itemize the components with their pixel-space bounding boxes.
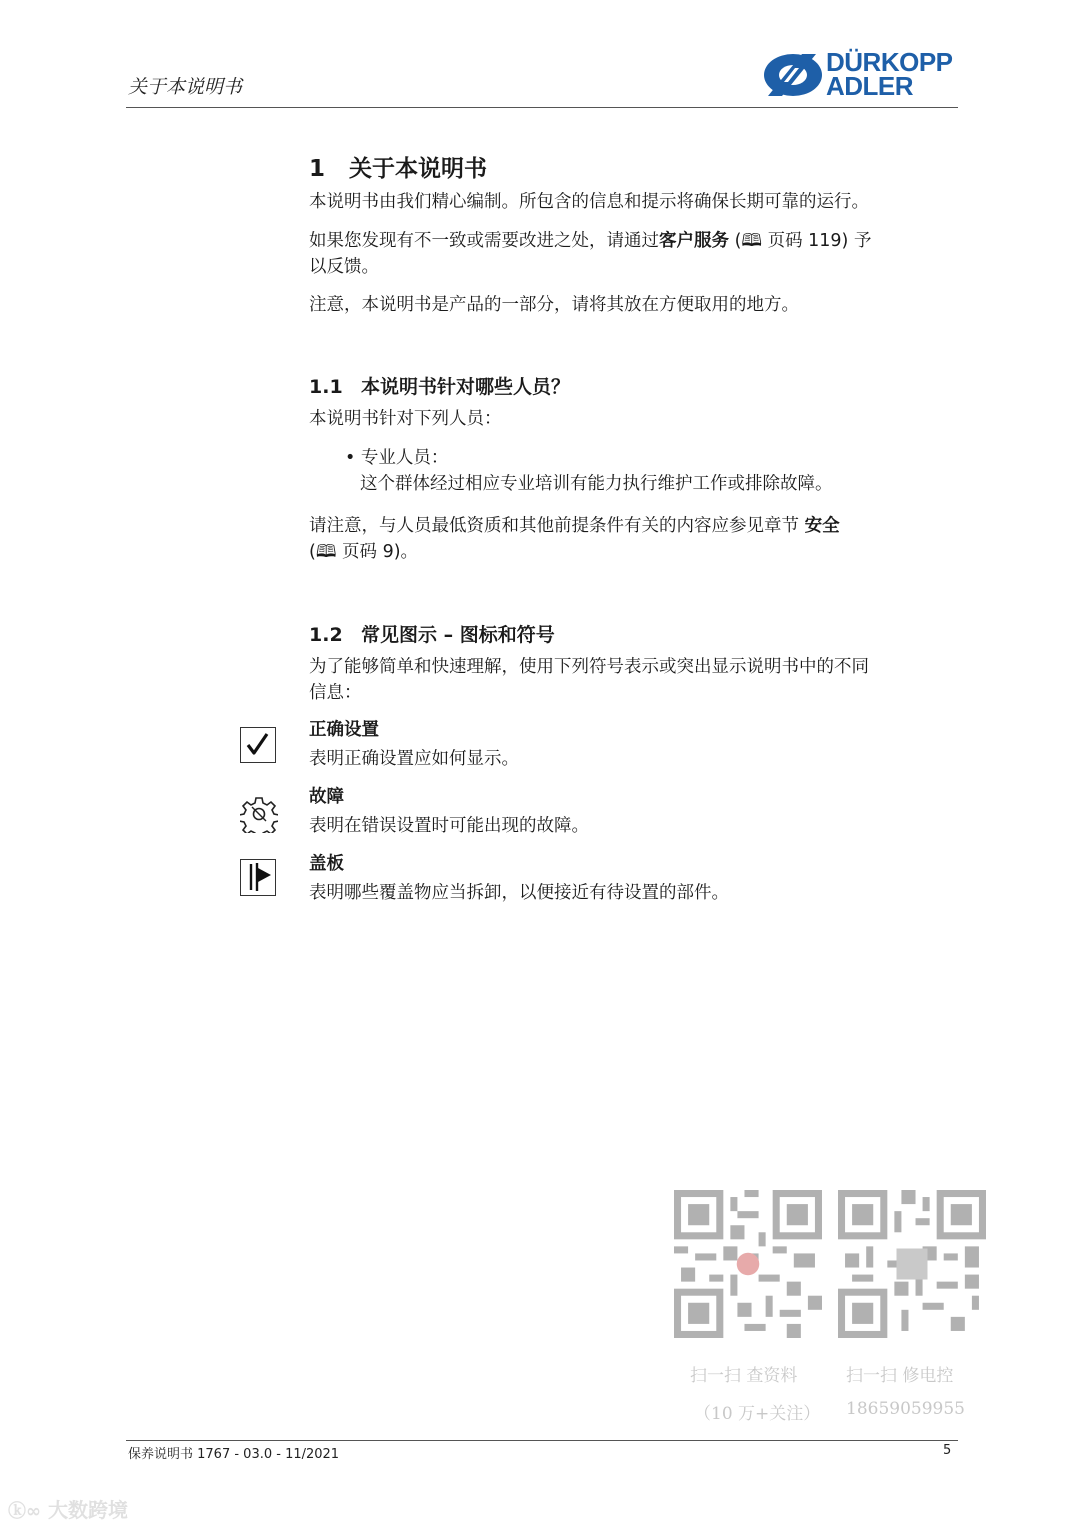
cover-plate-icon xyxy=(240,859,276,896)
symbol-title-correct-setting: 正确设置 xyxy=(309,720,379,740)
corner-watermark xyxy=(8,1494,128,1523)
qr1-caption-line2: （10 万+关注） xyxy=(694,1404,821,1424)
section-1-1-intro: 本说明书针对下列人员： xyxy=(309,409,502,429)
section-1-2-title: 常见图示 – 图标和符号 xyxy=(361,624,555,646)
corner-watermark-text: 大数跨境 xyxy=(47,1498,128,1522)
section-1-2-intro-line1: 为了能够简单和快速理解，使用下列符号表示或突出显示说明书中的不同 xyxy=(309,657,869,677)
qr-code-icon xyxy=(674,1190,822,1338)
checkmark-icon xyxy=(240,727,276,763)
logo-wordmark xyxy=(826,47,953,101)
section-1-1-number: 1.1 xyxy=(309,376,343,398)
section-1-paragraph-3: 注意，本说明书是产品的一部分，请将其放在方便取用的地方。 xyxy=(309,295,799,315)
watermark-logo-icon: ⓚ∞ xyxy=(8,1501,41,1522)
safety-chapter-link[interactable]: 安全 xyxy=(804,516,840,536)
symbol-title-fault: 故障 xyxy=(309,787,344,807)
target-group-list-item xyxy=(345,445,833,497)
qr2-caption-line2: 18659059955 xyxy=(846,1399,965,1419)
section-1-p2-text: 如果您发现有不一致或需要改进之处，请通过 xyxy=(309,231,659,251)
note-text: 请注意，与人员最低资质和其他前提条件有关的内容应参见章节 xyxy=(309,516,799,536)
customer-service-link[interactable]: 客户服务 xyxy=(659,231,729,251)
symbol-desc-cover: 表明哪些覆盖物应当拆卸，以便接近有待设置的部件。 xyxy=(309,883,729,903)
section-1-title: 关于本说明书 xyxy=(349,156,487,182)
qr2-caption-line1: 扫一扫 修电控 xyxy=(846,1366,954,1386)
symbol-desc-correct-setting: 表明正确设置应如何显示。 xyxy=(309,749,519,769)
symbol-desc-fault: 表明在错误设置时可能出现的故障。 xyxy=(309,816,589,836)
section-1-heading xyxy=(309,150,487,183)
logo-line2: ADLER xyxy=(826,71,914,101)
bullet-label: • 专业人员： xyxy=(345,448,449,468)
header-divider xyxy=(126,107,958,108)
section-1-2-heading xyxy=(309,620,555,647)
footer-divider xyxy=(126,1440,958,1441)
section-1-number: 1 xyxy=(309,156,326,182)
page-header-title: 关于本说明书 xyxy=(128,76,243,98)
section-1-1-heading xyxy=(309,372,570,399)
bullet-text: 这个群体经过相应专业培训有能力执行维护工作或排除故障。 xyxy=(360,474,833,494)
gear-fault-icon xyxy=(240,795,278,833)
section-1-2-intro-line2: 信息： xyxy=(309,683,362,703)
duerkopp-adler-logo-icon xyxy=(762,52,824,98)
section-1-paragraph-2 xyxy=(309,228,959,280)
section-1-1-note xyxy=(309,513,959,565)
symbol-title-cover: 盖板 xyxy=(309,854,344,874)
page-number: 5 xyxy=(943,1443,952,1458)
logo-line1: DÜRKOPP xyxy=(826,47,953,77)
section-1-2-intro xyxy=(309,654,959,706)
safety-page-ref: (🕮 页码 9)。 xyxy=(309,542,419,562)
qr-code-icon xyxy=(838,1190,986,1338)
footer-document-id: 保养说明书 1767 - 03.0 - 11/2021 xyxy=(128,1447,340,1462)
section-1-paragraph-1: 本说明书由我们精心编制。所包含的信息和提示将确保长期可靠的运行。 xyxy=(309,192,869,212)
section-1-1-title: 本说明书针对哪些人员？ xyxy=(361,376,571,398)
qr1-caption-line1: 扫一扫 查资料 xyxy=(690,1366,798,1386)
section-1-2-number: 1.2 xyxy=(309,624,343,646)
section-1-p2-tail: 以反馈。 xyxy=(309,257,379,277)
customer-service-page-ref: (🕮 页码 119) 予 xyxy=(729,231,872,251)
